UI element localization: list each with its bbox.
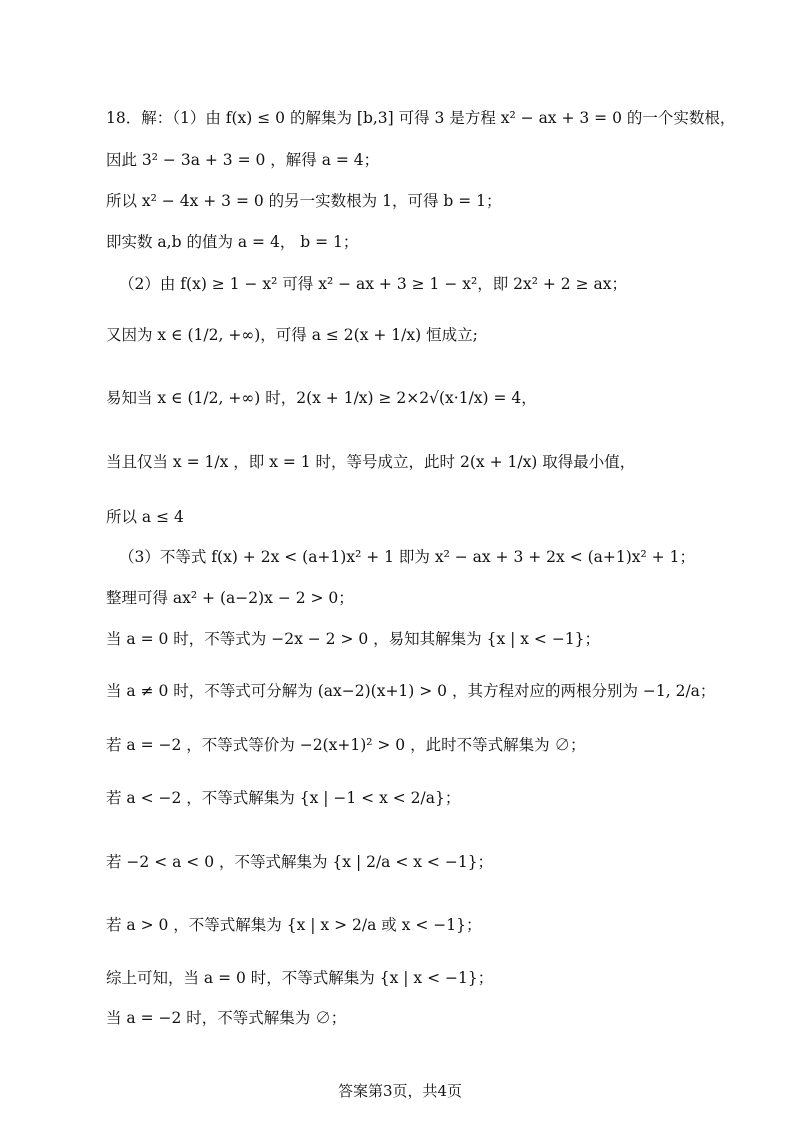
page-footer: 答案第3页，共4页 [337, 1082, 463, 1100]
solution-line-3: 所以 x² − 4x + 3 = 0 的另一实数根为 1，可得 b = 1； [106, 192, 502, 210]
solution-line-12: 当 a = 0 时，不等式为 −2x − 2 > 0 ，易知其解集为 {x | x < −1}； [106, 630, 601, 648]
solution-line-9: 所以 a ≤ 4 [106, 508, 184, 526]
solution-line-15: 若 a < −2 ，不等式解集为 {x | −1 < x < 2/a}； [106, 789, 461, 807]
solution-line-10: （3）不等式 f(x) + 2x < (a+1)x² + 1 即为 x² − ax + 3 + 2x < (a+1)x² + 1； [119, 548, 695, 566]
solution-line-5: （2）由 f(x) ≥ 1 − x² 可得 x² − ax + 3 ≥ 1 − x²，即 2x² + 2 ≥ ax； [119, 275, 627, 293]
solution-line-11: 整理可得 ax² + (a−2)x − 2 > 0； [106, 589, 354, 607]
solution-line-7: 易知当 x ∈ (1/2, +∞) 时，2(x + 1/x) ≥ 2×2√(x·1/x) = 4， [106, 389, 537, 407]
solution-line-6: 又因为 x ∈ (1/2, +∞)，可得 a ≤ 2(x + 1/x) 恒成立; [106, 326, 478, 344]
solution-line-4: 即实数 a,b 的值为 a = 4， b = 1； [106, 233, 359, 251]
solution-line-17: 若 a > 0 ，不等式解集为 {x | x > 2/a 或 x < −1}； [106, 916, 482, 934]
solution-line-8: 当且仅当 x = 1/x ，即 x = 1 时，等号成立，此时 2(x + 1/x) 取得最小值， [106, 453, 636, 471]
solution-line-13: 当 a ≠ 0 时，不等式可分解为 (ax−2)(x+1) > 0 ，其方程对应的两根分别为 −1, 2/a； [106, 682, 716, 700]
solution-line-19: 当 a = −2 时，不等式解集为 ∅； [106, 1009, 347, 1027]
solution-line-18: 综上可知，当 a = 0 时，不等式解集为 {x | x < −1}； [106, 969, 494, 987]
solution-line-16: 若 −2 < a < 0 ，不等式解集为 {x | 2/a < x < −1}； [106, 853, 494, 871]
solution-line-1: 18．解：（1）由 f(x) ≤ 0 的解集为 [b,3] 可得 3 是方程 x² − ax + 3 = 0 的一个实数根， [106, 109, 736, 127]
solution-line-14: 若 a = −2 ，不等式等价为 −2(x+1)² > 0 ，此时不等式解集为 ∅； [106, 736, 586, 754]
solution-line-2: 因此 3² − 3a + 3 = 0 ，解得 a = 4； [106, 151, 380, 169]
